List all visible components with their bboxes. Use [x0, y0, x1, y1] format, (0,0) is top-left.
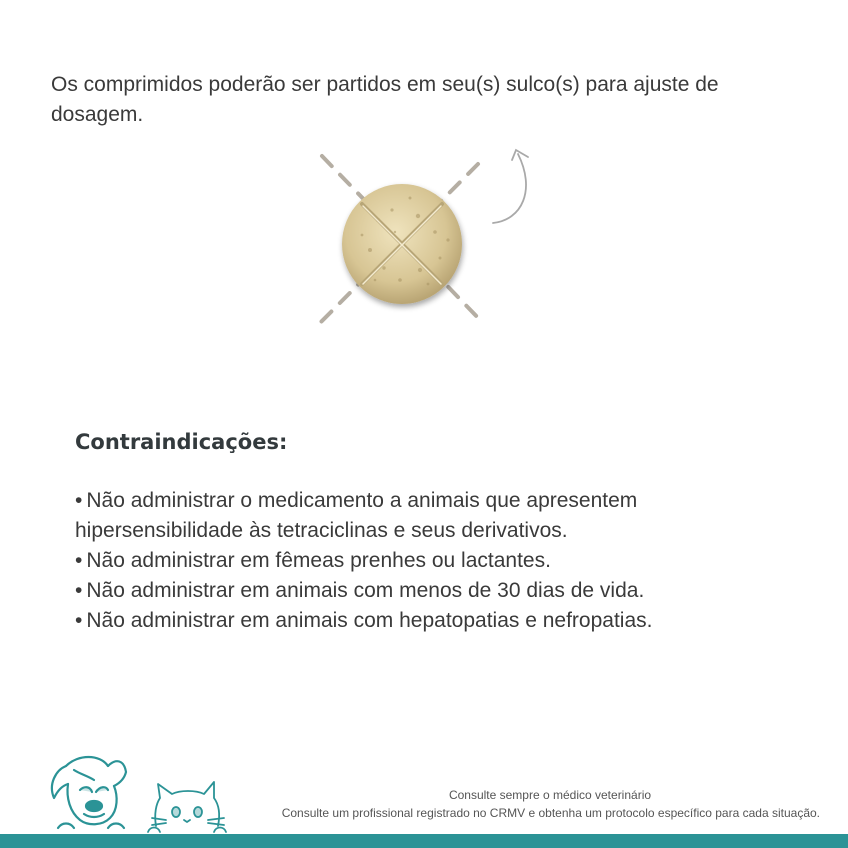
footer-band: [0, 834, 848, 848]
contraindications-list: [75, 486, 795, 636]
contraindications-title: Contraindicações:: [75, 430, 288, 454]
bullet: •: [75, 549, 83, 572]
list-item: • Não administrar o medicamento a animais que apresentem hipersensibilidade às tetraciclinas e seus derivativos.: [75, 489, 638, 542]
contraindications-section: [75, 428, 795, 636]
intro-text: Os comprimidos poderão ser partidos em seu(s) sulco(s) para ajuste de dosagem.: [51, 73, 719, 126]
list-item: • Não administrar em fêmeas prenhes ou lactantes.: [75, 549, 551, 572]
footer-disclaimer: [200, 786, 820, 822]
tablet-icon: [300, 140, 540, 340]
list-item: • Não administrar em animais com menos de 30 dias de vida.: [75, 579, 645, 602]
bullet: •: [75, 609, 83, 632]
footer-line-2: Consulte um profissional registrado no CRMV e obtenha um protocolo específico para cada situação.: [281, 806, 820, 820]
footer-line-1: Consulte sempre o médico veterinário: [448, 788, 652, 802]
dog-illustration: [52, 757, 126, 828]
bullet: •: [75, 489, 83, 512]
rotate-arrow-icon: [493, 150, 528, 223]
tablet-split-illustration: [300, 140, 540, 340]
list-item: • Não administrar em animais com hepatopatias e nefropatias.: [75, 609, 653, 632]
bullet: •: [75, 579, 83, 602]
